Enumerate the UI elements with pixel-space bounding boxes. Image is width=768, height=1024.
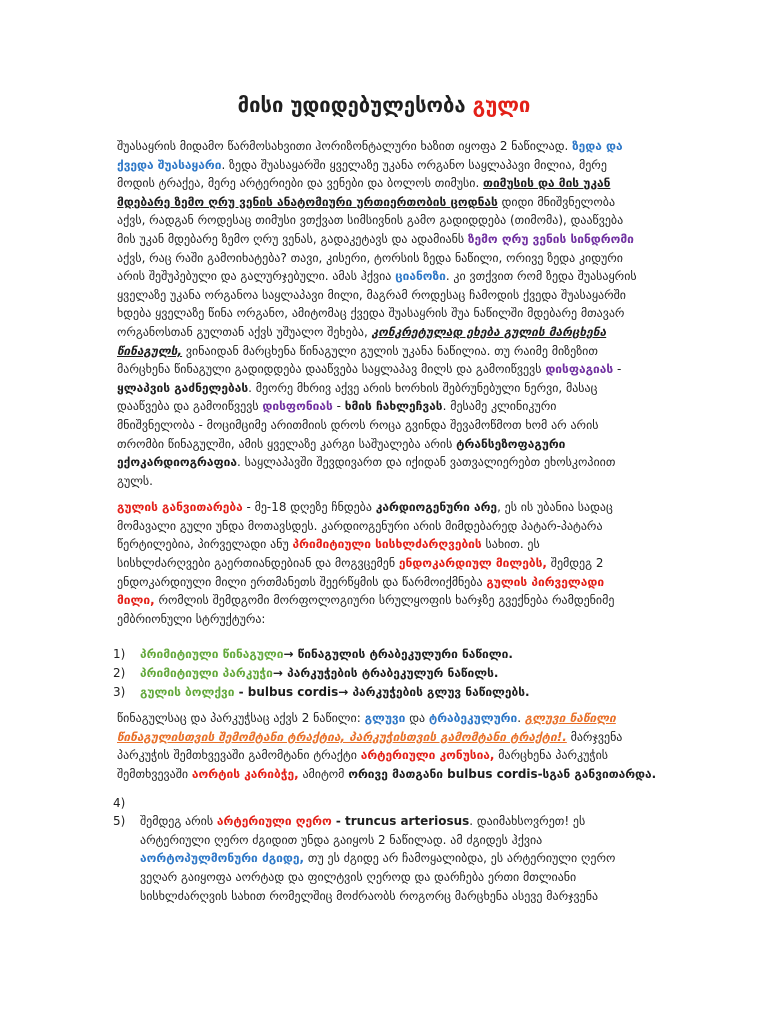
text-run: რომლის შემდგომი მორფოლოგიური სრულყოფის ხარჯზე გვექნება რამდენიმე [154, 593, 615, 608]
document-body [113, 137, 662, 913]
key-term: → წინაგულის ტრაბეკულური ნაწილი. [283, 647, 513, 662]
key-term: დისფონიას [262, 399, 333, 414]
key-term: წინაგულს, [117, 343, 183, 358]
text-line [140, 868, 662, 887]
text-line [117, 535, 662, 554]
text-line-content [117, 500, 613, 514]
text-line [140, 831, 662, 850]
text-run: . საყლაპავში შევდივართ და იქიდან ვათვალიერებთ ეხოსკოპიით [237, 455, 616, 470]
text-run: მის უკან მდებარე ზემო ღრუ ვენას, გადაკეტავს და ადამიანს [117, 231, 468, 246]
key-term: - truncus arteriosus [331, 814, 470, 829]
paragraph [117, 498, 662, 628]
text-run: . ზედა შუასაყარში ყველაზე უკანა ორგანო საყლაპავი მილია, მერე [221, 157, 607, 172]
key-term: აორტის კარიბჭე, [191, 767, 299, 781]
text-line [117, 211, 662, 230]
text-line [117, 746, 662, 765]
numbered-list [113, 794, 662, 906]
key-term: - bulbus cordis→ პარკუჭების გლუვ ნაწილებს. [234, 684, 530, 699]
text-line [117, 230, 662, 249]
text-line [117, 193, 662, 212]
text-line [117, 249, 662, 268]
text-line-content [117, 325, 606, 339]
text-line-content [140, 889, 598, 903]
text-line [117, 453, 662, 472]
key-term: → პარკუჭების ტრაბეკულურ ნაწილს. [272, 666, 499, 681]
paragraph [117, 137, 662, 490]
text-run: თრომბი წინაგულში, ამის ყველაზე კარგი საშუალება არის [117, 436, 457, 451]
text-line [117, 765, 662, 784]
text-line-content [117, 519, 603, 533]
text-run: აქვს, რაც რაში გამოიხატება? თავი, კისერი, ტორსის ზედა ნაწილი, ორივე ზედა კიდური [117, 250, 623, 265]
text-run: წერტილებია, პირველადი ანუ [117, 537, 293, 552]
key-term: ყლაპვის გაძნელებას [117, 380, 249, 395]
list-number: 5) [113, 814, 126, 829]
text-line-content [117, 575, 604, 589]
key-term: პრიმიტიული პარკუჭი [140, 666, 273, 681]
text-run: მარცხენა წინაგული გადიდდება დააწვება საყლაპავ მილს და გამოიწვევს [117, 362, 546, 377]
text-line [117, 267, 662, 286]
text-line-content [117, 288, 626, 302]
text-run: . [517, 711, 525, 726]
list-item-text [140, 812, 662, 905]
text-line-content [117, 344, 598, 358]
text-run: დიდი მნიშვნელობა [497, 194, 616, 209]
text-line [117, 323, 662, 342]
text-run: დააწვება და გამოიწვევს [117, 399, 263, 414]
text-line-content [140, 870, 576, 884]
text-line-content [117, 748, 608, 762]
text-run: წინაგულსაც და პარკუჭსაც აქვს 2 ნაწილი: [117, 711, 365, 726]
text-run: პარკუჭის შემთხვევაში გამომტანი ტრაქტი [117, 748, 361, 763]
text-line [117, 137, 662, 156]
page-title [0, 91, 768, 119]
list-item [113, 664, 662, 683]
text-line-content [117, 418, 599, 432]
text-line-content [117, 767, 656, 781]
key-term: გლუვი ნაწილი [524, 711, 616, 726]
key-term: გლუვი [364, 711, 406, 726]
text-line-content [117, 232, 634, 246]
key-term: თიმუსის და მის უკან [483, 176, 611, 191]
text-run: ხდება ყველაზე წინა ორგანო, ამიტომაც ქვედა შუასაყრის შუა ნაწილში მდებარე მთავარ [117, 306, 625, 321]
key-term: გულის პირველადი [486, 574, 605, 589]
text-line-content [117, 711, 616, 725]
key-term: ზედა და [572, 139, 623, 153]
text-run: შუასაყრის მიდამო წარმოსახვითი ჰორიზონტალური ხაზით იყოფა 2 ნაწილად. [117, 139, 573, 153]
text-run: სახით. ეს [481, 537, 540, 552]
text-run: აქვს, რადგან როდესაც თიმუსი ვთქვათ სიმსივნის გამო გადიდდება (თიმომა), დააწვება [117, 213, 624, 228]
text-line-content [117, 158, 607, 172]
key-term: არტერიული კონუსია, [360, 748, 495, 763]
text-run: ორგანოსთან გულთან აქვს უშუალო შეხება, [117, 324, 372, 339]
text-run: სისხლძარღვის სახით რომელშიც მოძრაობს როგორც მარცხენა ასევე მარჯვენა [140, 888, 599, 903]
text-run: შემდეგ 2 [546, 556, 604, 571]
text-run: მნიშვნელობა - მოციმციმე არითმიის დროს როცა გვინდა შევამოწმოთ ხომ არ არის [117, 417, 599, 432]
list-item-text [140, 664, 662, 683]
text-run: . კი ვთქვით რომ ზედა შუასაყრის [445, 269, 637, 284]
key-term: კონკრეტულად ეხება გულის მარცხენა [371, 324, 607, 339]
list-item-text [140, 645, 662, 664]
list-item [113, 683, 662, 702]
text-line-content [117, 593, 614, 607]
text-line-content [117, 455, 615, 469]
text-line [117, 416, 662, 435]
text-run: არტერიული ღერო ძგიდით უნდა გაიყოს 2 ნაწილად. ამ ძგიდეს ჰქვია [140, 832, 543, 847]
title-accent: გული [472, 93, 531, 117]
text-line-content [117, 474, 153, 488]
text-line-content [140, 833, 542, 847]
list-number: 2) [113, 666, 126, 681]
numbered-list [113, 645, 662, 701]
key-term: წინაგულისთვის შემომტანი ტრაქტია, პარკუჭისთვის გამომტანი ტრაქტი!. [117, 729, 567, 744]
key-term: მილი, [117, 593, 155, 608]
text-line-content [117, 176, 610, 190]
text-line-content [140, 851, 615, 865]
key-term: პრიმიტიული სისხლძარღვების [292, 537, 482, 552]
text-line [117, 472, 662, 491]
text-line [117, 728, 662, 747]
text-run: მარცხენა პარკუჭის [494, 748, 609, 763]
text-run: სისხლძარღვები გაერთიანდებიან და მოგვცემენ [117, 556, 399, 571]
text-line [117, 591, 662, 610]
list-item [113, 645, 662, 664]
text-line [117, 379, 662, 398]
key-term: აორტოპულმონური ძგიდე, [140, 851, 305, 866]
text-run: თუ ეს ძგიდე არ ჩამოყალიბდა, ეს არტერიული ღერო [304, 851, 616, 866]
key-term: ტრანსეზოფაგური [456, 436, 566, 451]
list-item [113, 812, 662, 905]
key-term: ქვედა შუასაყარი [117, 157, 222, 172]
text-run: ამიტომ [298, 767, 349, 781]
text-run: შემდეგ არის [140, 814, 217, 829]
text-run: მოდის ტრაქეა, მერე არტერიები და ვენები და ბოლოს თიმუსი. [117, 176, 484, 191]
text-line-content [117, 195, 615, 209]
text-line-content [117, 537, 540, 551]
text-line-content [117, 437, 565, 451]
text-line [117, 342, 662, 361]
text-run: ვეღარ გაიყოფა აორტად და ფილტვის ღეროდ და დარჩება ერთი მთლიანი [140, 869, 577, 884]
text-line-content [117, 269, 637, 283]
text-line [117, 360, 662, 379]
list-number: 1) [113, 647, 126, 662]
text-line [117, 435, 662, 454]
text-line [117, 573, 662, 592]
key-term: კარდიოგენური არე [375, 500, 498, 515]
text-line-content [117, 362, 621, 376]
text-run: ემბრიონული სტრუქტურა: [117, 611, 266, 626]
text-run: ენდოკარდიული მილი ერთმანეთს შეერწყმის და წარმოიქმნება [117, 574, 487, 589]
text-line [117, 709, 662, 728]
text-line [117, 156, 662, 175]
key-term: ენდოკარდიულ მილებს, [398, 556, 547, 571]
text-run: - [332, 399, 345, 414]
text-line-content [117, 213, 623, 227]
text-run: და [405, 711, 429, 726]
key-term: ორივე მათგანი bulbus cordis-სგან განვითარდა. [348, 767, 657, 781]
text-line-content [140, 647, 513, 661]
text-run: მომავალი გული უნდა მოთავსდეს. კარდიოგენური არის მიმდებარედ პატარ-პატარა [117, 518, 603, 533]
key-term: ტრაბეკულური [428, 711, 518, 726]
paragraph [117, 709, 662, 783]
key-term: ექოკარდიოგრაფია [117, 455, 238, 470]
text-line [117, 304, 662, 323]
text-line-content [117, 730, 622, 744]
key-term: ზემო ღრუ ვენის სინდრომი [467, 231, 634, 246]
text-run: - [613, 362, 622, 377]
list-item-text [140, 794, 662, 813]
key-term: პრიმიტიული წინაგული [140, 647, 284, 662]
text-line [117, 174, 662, 193]
text-line [117, 517, 662, 536]
text-line [140, 849, 662, 868]
key-term: მდებარე ზემო ღრუ ვენის ანატომიური ურთიერთობის ცოდნას [117, 194, 498, 209]
list-number: 3) [113, 684, 126, 699]
text-line [117, 498, 662, 517]
text-run: , ეს ის უბანია სადაც [497, 500, 613, 515]
text-line-content [140, 814, 585, 828]
key-term: დისფაგიას [545, 362, 614, 377]
text-line-content [117, 612, 265, 626]
key-term: ციანოზი [395, 269, 446, 284]
text-run: . დაიმახსოვრეთ! ეს [469, 814, 586, 829]
list-number: 4) [113, 795, 126, 810]
list-item [113, 794, 662, 813]
text-line [117, 397, 662, 416]
text-line [140, 683, 662, 702]
text-run: ყველაზე უკანა ორგანოა საყლაპავი მილი, მაგრამ როდესაც ჩამოდის ქვედა შუასაყარში [117, 287, 626, 302]
text-line-content [117, 399, 556, 413]
text-line-content [117, 139, 623, 153]
text-run: შემთხვევაში [117, 767, 192, 781]
text-line-content [117, 381, 597, 395]
text-run: გულს. [117, 473, 153, 488]
text-line [140, 664, 662, 683]
text-line-content [117, 306, 624, 320]
text-run: არის შეშუპებული და გალურჯებული. ამას ჰქვია [117, 269, 396, 284]
key-term: გულის განვითარება [117, 500, 243, 515]
text-line [140, 645, 662, 664]
text-run: - მე-18 დღეზე ჩნდება [242, 500, 376, 515]
key-term: გულის ბოლქვი [140, 684, 235, 699]
text-line [140, 887, 662, 906]
text-line [117, 554, 662, 573]
list-item-text [140, 683, 662, 702]
text-line [117, 286, 662, 305]
text-run: ვინაიდან მარცხენა წინაგული გულის უკანა ნაწილია. თუ რაიმე მიზეზით [182, 343, 598, 358]
key-term: ხმის ჩახლეჩვას [344, 399, 443, 414]
text-line [140, 812, 662, 831]
text-line-content [117, 556, 603, 570]
text-run: . მეორე მხრივ აქვე არის ხორხის შებრუნებული ნერვი, მასაც [248, 380, 598, 395]
text-line-content [140, 685, 530, 699]
text-run: მარჯვენა [566, 729, 623, 744]
text-run: . მესამე კლინიკური [442, 399, 557, 414]
text-line-content [117, 251, 623, 265]
key-term: არტერიული ღერო [216, 814, 332, 829]
text-line-content [140, 666, 498, 680]
text-line [117, 610, 662, 629]
title-text: მისი უდიდებულესობა [237, 93, 466, 117]
